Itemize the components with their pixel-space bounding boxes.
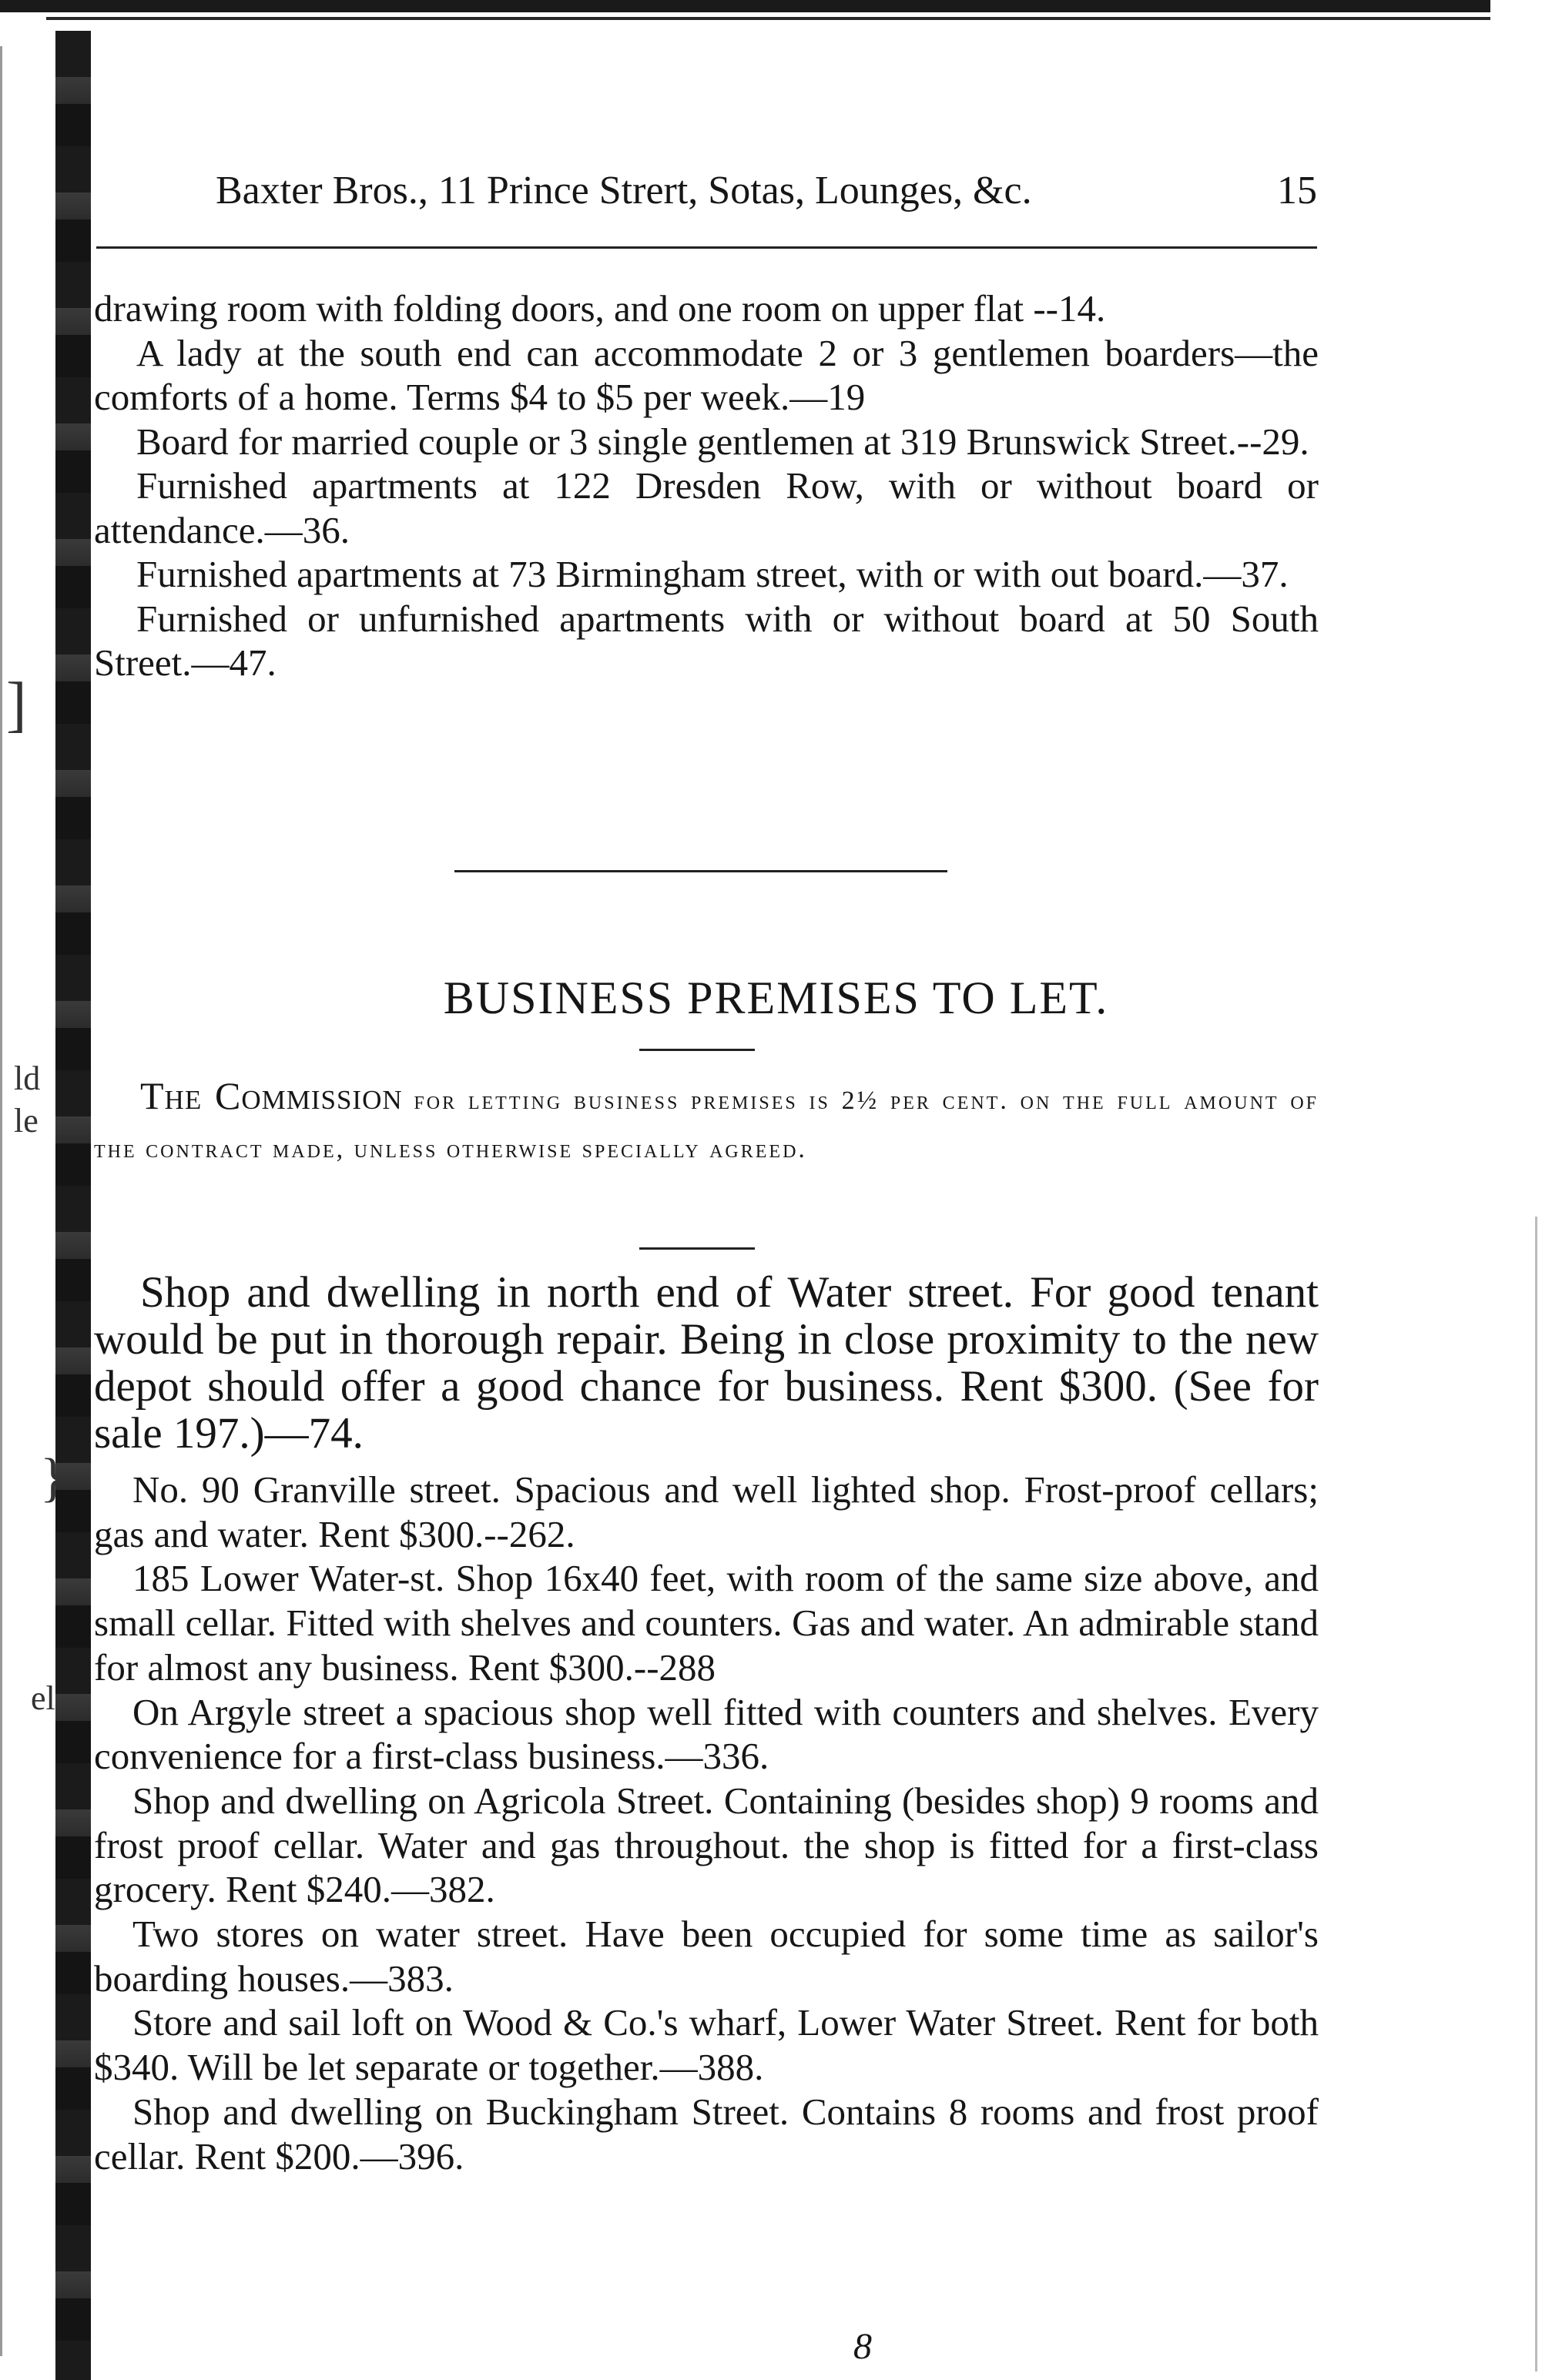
scan-right-edge — [1535, 1217, 1537, 2372]
lodging-entry: Furnished or unfurnished apartments with or without board at 50 South Street.—47. — [94, 597, 1319, 684]
commission-lead: The Commission — [140, 1074, 403, 1117]
title-underline — [639, 1049, 755, 1051]
premises-entry: Shop and dwelling on Agricola Street. Containing (besides shop) 9 rooms and frost proof cellar. Water and gas throughout. the shop is fitted for a first-class grocery. Rent $240.—382. — [94, 1779, 1319, 1911]
premises-entry: On Argyle street a spacious shop well fitted with counters and shelves. Every convenience for a first-class business.—336. — [94, 1690, 1319, 1778]
premises-listings — [94, 1468, 1319, 2178]
section-separator — [454, 870, 947, 872]
stray-mark: ld — [14, 1059, 41, 1097]
premises-entry: Shop and dwelling on Buckingham Street. Contains 8 rooms and frost proof cellar. Rent $200.—396. — [94, 2090, 1319, 2177]
lodging-entry: Furnished apartments at 73 Birmingham street, with or with out board.—37. — [136, 553, 1289, 595]
commission-text: for letting business premises is 2½ per cent. on the full amount of the contract made, unless otherwise specially agreed. — [94, 1086, 1319, 1163]
premises-entry: Two stores on water street. Have been occupied for some time as sailor's boarding houses.—383. — [94, 1913, 1319, 2000]
scan-left-edge — [0, 46, 2, 2356]
binding-gutter — [55, 31, 91, 2380]
scan-top-border-thin — [46, 17, 1490, 20]
running-head — [216, 168, 1317, 222]
stray-mark: ] — [6, 671, 27, 738]
featured-listing: Shop and dwelling in north end of Water street. For good tenant would be put in thorough repair. Being in close proximity to the new depot should offer a good chance for business. Rent $300. (See for sale 197.)—74. — [94, 1268, 1319, 1458]
scan-top-border — [0, 0, 1490, 12]
running-title: Baxter Bros., 11 Prince Strert, Sotas, Lounges, &c. — [216, 169, 1032, 213]
signature-mark: 8 — [853, 2326, 872, 2367]
lodging-entry: A lady at the south end can accommodate 2 or 3 gentlemen boarders—the comforts of a home. Terms $4 to $5 per week.—19 — [94, 331, 1319, 418]
lodging-entry: Board for married couple or 3 single gentlemen at 319 Brunswick Street.--29. — [136, 420, 1309, 463]
premises-entry: Store and sail loft on Wood & Co.'s wharf, Lower Water Street. Rent for both $340. Will be let separate or together.—388. — [94, 2001, 1319, 2089]
premises-entry: No. 90 Granville street. Spacious and well lighted shop. Frost-proof cellars; gas and water. Rent $300.--262. — [94, 1468, 1319, 1555]
lodging-entry: Furnished apartments at 122 Dresden Row, with or without board or attendance.—36. — [94, 464, 1319, 551]
lodging-entry: drawing room with folding doors, and one room on upper flat --14. — [94, 287, 1106, 330]
section-title: BUSINESS PREMISES TO LET. — [443, 972, 1109, 1023]
commission-notice — [94, 1072, 1319, 1173]
premises-entry: 185 Lower Water-st. Shop 16x40 feet, with room of the same size above, and small cellar. Fitted with shelves and counters. Gas and water. An admirable stand for almost any business. Rent $300.--288 — [94, 1557, 1319, 1689]
stray-mark: el — [31, 1679, 55, 1717]
header-rule — [96, 246, 1317, 249]
stray-mark: le — [14, 1102, 39, 1140]
notice-separator — [639, 1247, 755, 1250]
lodgings-list — [94, 286, 1319, 685]
page-number: 15 — [1277, 169, 1317, 213]
stray-mark: } — [40, 1448, 66, 1508]
